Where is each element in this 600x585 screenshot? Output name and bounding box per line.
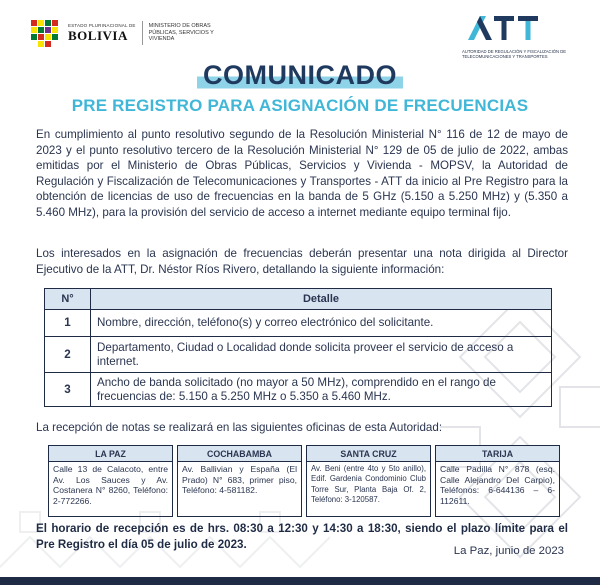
row-detail: Ancho de banda solicitado (no mayor a 50 MHz), comprendido en el rango de frecuencias de: 5.150 a 5.250 MHz o 5.350 a 5.460 MHz. [91,373,552,407]
details-col-number: N° [45,289,91,310]
details-table [44,288,552,407]
page-subtitle: PRE REGISTRO PARA ASIGNACIÓN DE FRECUENCIAS [71,96,529,115]
table-row [45,310,552,337]
bolivia-government-logo [30,18,239,48]
ministry-name: MINISTERIO DE OBRAS PÚBLICAS, SERVICIOS Y VIVIENDA [148,22,214,43]
office-city-santa-cruz: SANTA CRUZ [306,445,431,461]
office-address-cochabamba: Av. Ballivian y España (El Prado) N° 683, primer piso, Teléfono: 4-581182. [177,461,302,517]
offices-paragraph: La recepción de notas se realizará en las siguientes oficinas de esta Autoridad: [36,421,443,434]
att-logo [462,14,572,59]
offices-table [44,445,564,517]
title-wrapper [0,60,600,90]
dateline: La Paz, junio de 2023 [453,545,564,557]
bolivia-big-text: BOLIVIA [68,27,128,43]
header [30,14,572,64]
att-caption: AUTORIDAD DE REGULACIÓN Y FISCALIZACIÓN DE TELECOMUNICACIONES Y TRANSPORTES [462,49,567,60]
office-address-la-paz: Calle 13 de Calacoto, entre Av. Los Sauces y Av. Costanera N° 8260, Teléfono: 2-772266. [48,461,173,517]
att-mark-icon [466,14,540,42]
offices-header-row [48,445,560,461]
office-address-tarija: Calle Padilla N° 878 (esq. Calle Alejandro Del Carpio), Teléfonos: 6-644136 – 6-112611. [435,461,560,517]
bolivia-small-text: ESTADO PLURINACIONAL DE [68,23,136,29]
logo-divider [142,21,143,45]
row-detail: Departamento, Ciudad o Localidad donde solicita proveer el servicio de acceso a internet. [91,337,552,373]
office-address-santa-cruz: Av. Beni (entre 4to y 5to anillo), Edif. Gardenia Condominio Club Torre Sur, Planta Baja Of. 2, Teléfono: 3-120587. [306,461,431,517]
row-number: 3 [45,373,91,407]
row-detail: Nombre, dirección, teléfono(s) y correo electrónico del solicitante. [91,310,552,337]
office-city-la-paz: LA PAZ [48,445,173,461]
schedule-notice: El horario de recepción es de hrs. 08:30 a 12:30 y 14:30 a 18:30, siendo el plazo límite para el Pre Registro el día 05 de julio de 2023. [36,522,568,551]
details-col-detail: Detalle [91,289,552,310]
office-city-cochabamba: COCHABAMBA [177,445,302,461]
table-row [45,337,552,373]
bolivia-seal-icon [30,18,64,48]
office-city-tarija: TARIJA [435,445,560,461]
offices-address-row [48,461,560,517]
page-title: COMUNICADO [197,60,403,90]
row-number: 2 [45,337,91,373]
details-header-row [45,289,552,310]
row-number: 1 [45,310,91,337]
table-row [45,373,552,407]
requirements-paragraph: Los interesados en la asignación de frecuencias deberán presentar una nota dirigida al Director Ejecutivo de la ATT, Dr. Néstor Ríos Rivero, detallando la siguiente información: [36,247,568,276]
bottom-bar [0,577,600,585]
intro-paragraph: En cumplimiento al punto resolutivo segundo de la Resolución Ministerial N° 116 de 12 de mayo de 2023 y el punto resolutivo tercero de la Resolución Ministerial N° 129 de 05 de julio de 2022, ambas emitidas por el Ministerio de Obras Públicas, Servicios y Vivienda - MOPSV, la Autoridad de Regulación y Fiscalización de Telecomunicaciones y Transportes - ATT da inicio al Pre Registro para la obtención de licencias de uso de frecuencias en la banda de 5 GHz (5.150 a 5.250 MHz) y (5.350 a 5.460 MHz), para la provisión del servicio de acceso a internet mediante equipo terminal fijo. [36,128,568,219]
